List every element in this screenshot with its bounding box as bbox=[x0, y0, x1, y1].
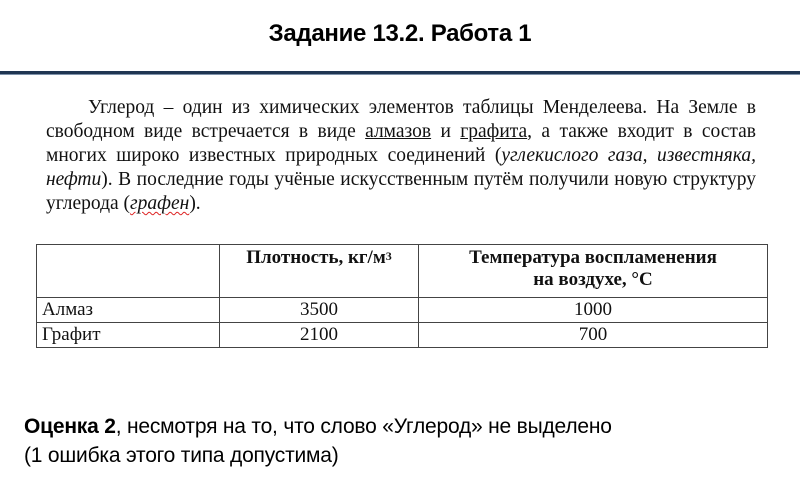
excerpt-text: ). bbox=[189, 193, 201, 214]
cell-density: 3500 bbox=[220, 298, 419, 323]
excerpt-text: Углерод – один из химических элементов таблицы Менделеева. На Земле в свободном виде встречается в виде bbox=[46, 97, 756, 142]
table-row bbox=[37, 323, 768, 348]
header-density-label: Плотность, кг/м bbox=[246, 247, 386, 268]
italic-graphene-spellcheck: графен bbox=[130, 193, 190, 214]
slide-title: Задание 13.2. Работа 1 bbox=[268, 20, 532, 47]
table-header-row bbox=[37, 245, 768, 298]
underlined-word-graphite: графита bbox=[460, 121, 528, 142]
grade-comment-line2: (1 ошибка этого типа допустима) bbox=[24, 444, 339, 467]
header-ignition-line2: на воздухе, °С bbox=[533, 269, 653, 290]
grade-comment: , несмотря на то, что слово «Углерод» не выделено bbox=[115, 415, 612, 438]
cell-density: 2100 bbox=[220, 323, 419, 348]
properties-table bbox=[36, 244, 768, 348]
title-divider bbox=[0, 71, 800, 75]
cell-ignition: 700 bbox=[419, 323, 768, 348]
excerpt-text: ). В последние годы учёные искусственным путём получили новую структуру углерода ( bbox=[46, 169, 756, 214]
grade-label: Оценка 2 bbox=[24, 415, 116, 438]
header-ignition-line1: Температура воспламенения bbox=[469, 247, 717, 268]
header-density bbox=[220, 245, 419, 298]
cell-name: Алмаз bbox=[37, 298, 220, 323]
excerpt-text: и bbox=[431, 121, 461, 142]
underlined-word-diamonds: алмазов bbox=[365, 121, 432, 142]
header-ignition bbox=[419, 245, 768, 298]
cell-ignition: 1000 bbox=[419, 298, 768, 323]
italic-compounds: углекислого газа, известняка, нефти bbox=[46, 145, 756, 190]
cell-name: Графит bbox=[37, 323, 220, 348]
grade-note bbox=[24, 412, 784, 470]
excerpt-text: , а также входит в состав многих широко известных природных соединений ( bbox=[46, 121, 756, 166]
header-density-sup: 3 bbox=[385, 249, 392, 263]
excerpt-paragraph bbox=[46, 96, 756, 216]
table-row bbox=[37, 298, 768, 323]
document-excerpt bbox=[46, 96, 756, 216]
header-empty bbox=[37, 245, 220, 298]
